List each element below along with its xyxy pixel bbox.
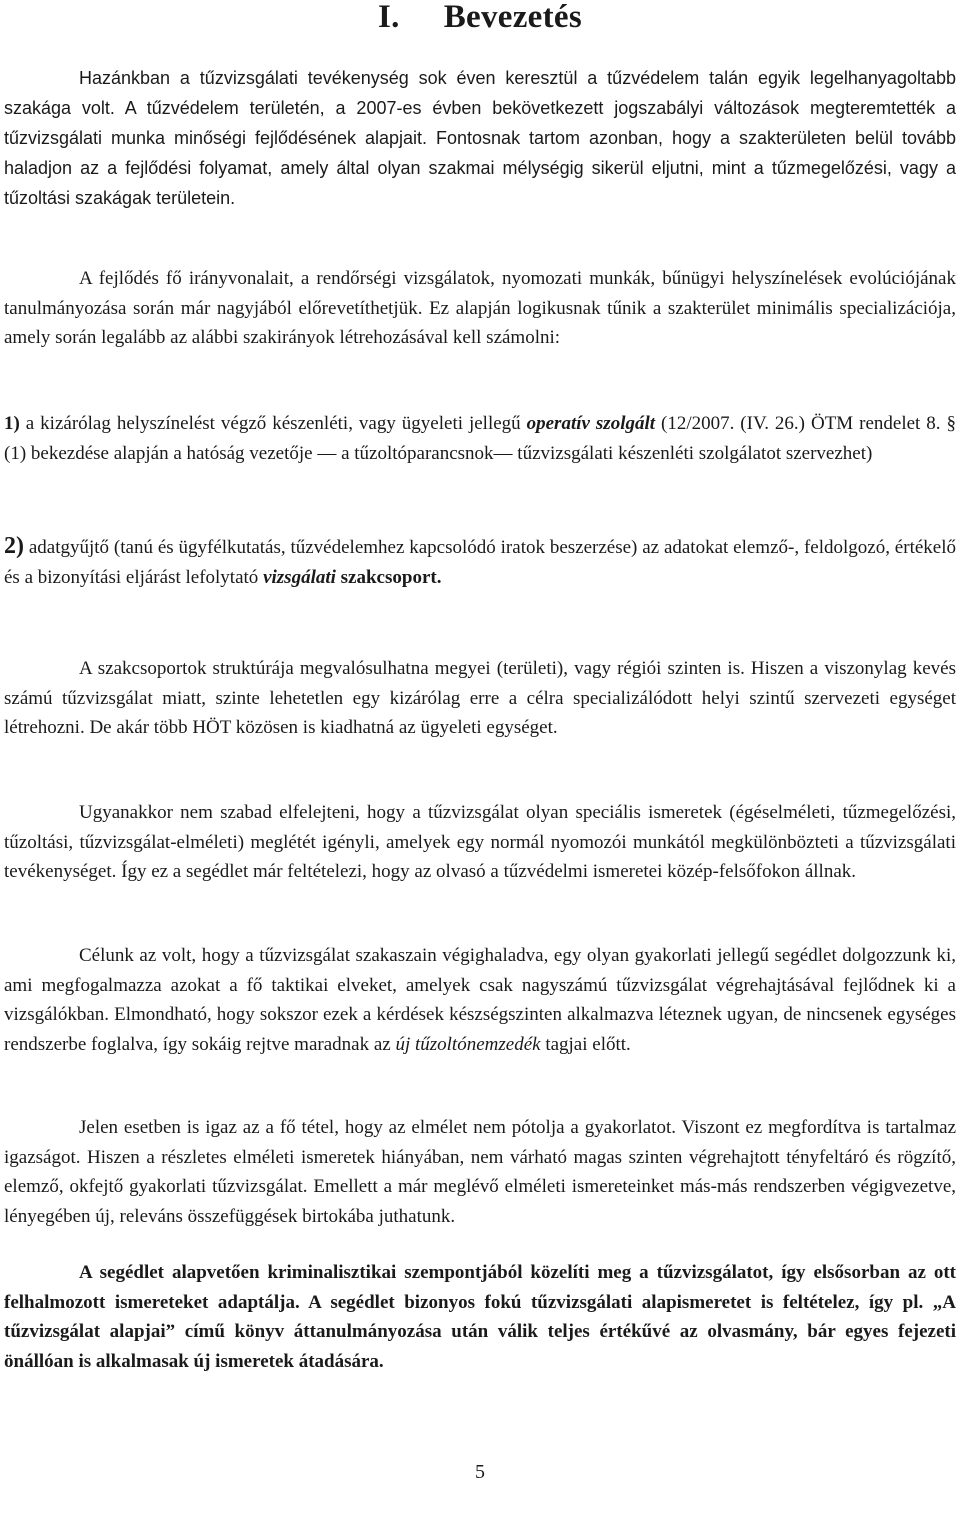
list-item-2-text: adatgyűjtő (tanú és ügyfélkutatás, tűzvédelemhez kapcsolódó iratok beszerzése) az adatokat elemző-, feldolgozó, értékelő és a bizonyítási eljárást lefolytató <box>4 537 956 588</box>
list-item-1-emphasis: operatív szolgált <box>526 413 656 434</box>
paragraph-knowledge <box>4 798 956 887</box>
intro-sentence-a: Hazánkban a tűzvizsgálati tevékenység sok éven keresztül a tűzvédelem talán egyik legelhanyagoltabb szakága volt. A tűzvédelem területén, a 2007-es évben bekövetkezett jogszabályi változások megteremtették a tűzvizsgálati munka minőségi fejlődésének alapjait. <box>4 68 956 148</box>
goal-text-a: Célunk az volt, hogy a tűzvizsgálat szakaszain végighaladva, egy olyan gyakorlati jellegű segédlet dolgozzunk ki, ami megfogalmazza azokat a fő taktikai elveket, amelyek csak nagyszámú tűzvizsgálat végrehajtásával fejlődnek ki a vizsgálókban. Elmondható, hogy sokszor ezek a kérdések készségszinten alkalmazva léteznek ugyan, de nincsenek egységes rendszerbe foglalva, így sokáig rejtve maradnak az <box>4 945 956 1055</box>
chapter-number: I. <box>378 0 400 35</box>
intro-sentence-b: Fontosnak tartom azonban, hogy a szakterületen belül tovább haladjon az a fejlődési folyamat, amely által olyan szakmai mélységig sikerül eljutni, mint a tűzmegelőzési, vagy a tűzoltási szakágak területein. <box>4 128 956 208</box>
development-sentence-a: A fejlődés fő irányvonalait, a rendőrségi vizsgálatok, nyomozati munkák, bűnügyi helyszínelések evolúciójának tanulmányozása során már nagyjából előrevetíthetjük. <box>4 268 956 319</box>
goal-emphasis: új tűzoltónemzedék <box>395 1033 541 1055</box>
knowledge-text: Ugyanakkor nem szabad elfelejteni, hogy a tűzvizsgálat olyan speciális ismeretek (égéselméleti, tűzmegelőzési, tűzoltási, tűzvizsgálat-elméleti) meglétét igényli, amelyek egy normál nyomozói munkától megkülönbözteti a tűzvizsgálati tevékenységet. Így ez a segédlet már feltételezi, hogy az olvasó a tűzvédelmi ismeretei közép-felsőfokon állnak. <box>4 802 956 882</box>
chapter-heading <box>0 0 960 34</box>
goal-text-b: tagjai előtt. <box>540 1033 631 1055</box>
paragraph-summary <box>4 1258 956 1376</box>
list-item-1 <box>4 409 956 468</box>
chapter-title: Bevezetés <box>443 0 582 35</box>
list-item-2-emphasis: vizsgálati <box>263 566 336 588</box>
development-sentence-b: Ez alapján logikusnak tűnik a szakterület minimális specializációja, amely során legalább az alábbi szakirányok létrehozásával kell számolni: <box>4 297 956 348</box>
list-item-2 <box>4 532 956 592</box>
list-item-1-text: a kizárólag helyszínelést végző készenléti, vagy ügyeleti jellegű <box>19 413 527 434</box>
list-item-1-rest: (12/2007. (IV. 26.) ÖTM rendelet 8. § (1) bekezdése alapján a hatóság vezetője — a tűzoltóparancsnok— tűzvizsgálati készenléti szolgálatot szervezhet) <box>4 413 956 464</box>
structure-text: A szakcsoportok struktúrája megvalósulhatna megyei (területi), vagy régiói szinten is. Hiszen a viszonylag kevés számú tűzvizsgálat miatt, szinte lehetetlen egy kizárólag erre a célra specializálódott helyi szintű szervezeti egységet létrehozni. De akár több HÖT közösen is kiadhatná az ügyeleti egységet. <box>4 658 956 738</box>
paragraph-intro <box>4 63 956 213</box>
list-item-2-tail: szakcsoport. <box>340 566 442 588</box>
paragraph-development <box>4 264 956 353</box>
paragraph-theory <box>4 1113 956 1231</box>
summary-text: A segédlet alapvetően kriminalisztikai szempontjából közelíti meg a tűzvizsgálatot, így elsősorban az ott felhalmozott ismereteket adaptálja. A segédlet bizonyos fokú tűzvizsgálati alapismeretet is feltételez, így pl. „A tűzvizsgálat alapjai” című könyv áttanulmányozása után válik teljes értékűvé az olvasmány, bár egyes fejezeti önállóan is alkalmasak új ismeretek átadására. <box>4 1262 956 1372</box>
paragraph-structure <box>4 654 956 743</box>
theory-text: Jelen esetben is igaz az a fő tétel, hogy az elmélet nem pótolja a gyakorlatot. Viszont ez megfordítva is tartalmaz igazságot. Hiszen a részletes elméleti ismeretek hiányában, nem várható magas szinten végrehajtott tényfeltáró és rögzítő, elemző, okfejtő gyakorlati tűzvizsgálat. Emellett a már meglévő elméleti ismereteinket más-más rendszerben végigvezetve, lényegében új, releváns összefüggések birtokába juthatunk. <box>4 1117 956 1227</box>
list-item-2-number: 2) <box>4 533 24 559</box>
page-number: 5 <box>475 1461 485 1483</box>
list-item-1-number: 1) <box>4 413 20 434</box>
paragraph-goal <box>4 941 956 1059</box>
